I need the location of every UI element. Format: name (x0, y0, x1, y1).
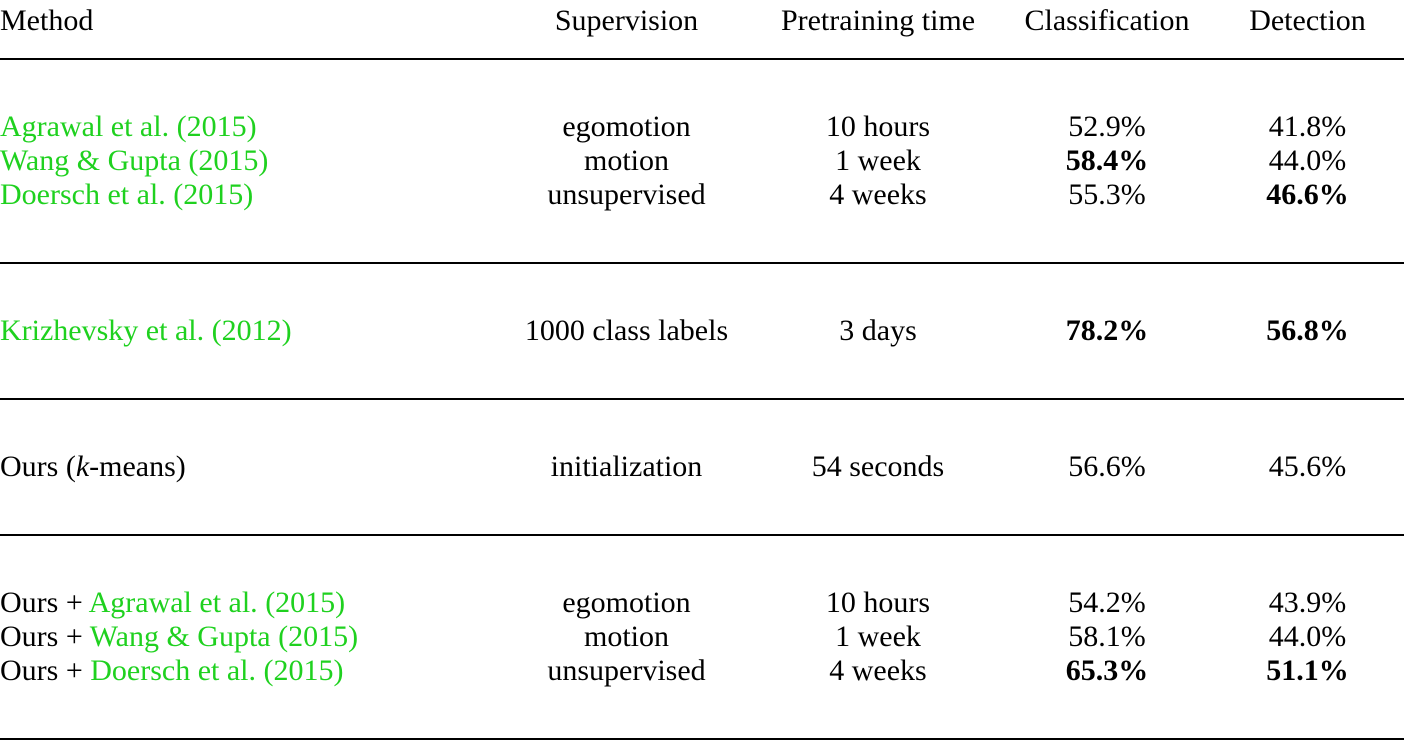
cell-supervision: 1000 class labels (524, 314, 729, 347)
table-row (0, 654, 1404, 688)
citation-year[interactable]: (2015) (176, 110, 257, 143)
horizontal-rule (0, 398, 1404, 400)
cell-method (0, 178, 500, 212)
spacer-row (0, 484, 1404, 518)
spacer-cell (0, 280, 1404, 314)
table-row (0, 586, 1404, 620)
cell-method (0, 110, 500, 144)
column-header-detection: Detection (1249, 4, 1366, 37)
rule-cell (0, 42, 1404, 76)
citation-year[interactable]: (2012) (211, 314, 292, 347)
horizontal-rule (0, 58, 1404, 61)
citation-name[interactable]: Doersch et al. (0, 178, 166, 211)
cell-method (0, 620, 500, 654)
spacer-row (0, 280, 1404, 314)
cell-pretraining-time: 10 hours (825, 110, 931, 143)
spacer-cell (0, 416, 1404, 450)
cell-supervision: egomotion (562, 110, 691, 143)
table-row (0, 110, 1404, 144)
citation-name[interactable]: Krizhevsky et al. (0, 314, 205, 347)
group-rule (0, 382, 1404, 416)
citation-name[interactable]: Agrawal et al. (0, 110, 170, 143)
cell-pretraining-time: 4 weeks (829, 654, 927, 687)
spacer-row (0, 212, 1404, 246)
cell-classification: 58.1% (1068, 620, 1146, 653)
cell-classification: 52.9% (1068, 110, 1146, 143)
citation-year[interactable]: (2015) (278, 620, 359, 653)
spacer-row (0, 348, 1404, 382)
cell-method (0, 314, 500, 348)
column-header-classification: Classification (1024, 4, 1190, 37)
cell-classification: 58.4% (1065, 144, 1149, 177)
cell-detection: 44.0% (1268, 144, 1347, 177)
cell-supervision: initialization (550, 450, 703, 483)
method-text-post: -means) (89, 450, 186, 483)
method-prefix: Ours + (0, 586, 89, 619)
cell-supervision: unsupervised (547, 654, 706, 687)
spacer-row (0, 76, 1404, 110)
group-rule (0, 246, 1404, 280)
rule-cell (0, 722, 1404, 756)
spacer-row (0, 688, 1404, 722)
cell-supervision: motion (583, 144, 669, 177)
cell-detection: 43.9% (1268, 586, 1347, 619)
table-body (0, 42, 1404, 756)
cell-detection: 41.8% (1268, 110, 1347, 143)
cell-classification: 65.3% (1065, 654, 1149, 687)
spacer-row (0, 552, 1404, 586)
cell-supervision: unsupervised (547, 178, 706, 211)
citation-year[interactable]: (2015) (188, 144, 269, 177)
cell-pretraining-time: 4 weeks (829, 178, 927, 211)
cell-detection: 46.6% (1266, 178, 1349, 211)
spacer-cell (0, 484, 1404, 518)
method-text-italic: k (75, 450, 90, 483)
cell-method (0, 450, 500, 484)
cell-supervision: motion (583, 620, 669, 653)
citation-year[interactable]: (2015) (265, 586, 346, 619)
cell-classification: 55.3% (1068, 178, 1146, 211)
table-header (0, 0, 1404, 42)
spacer-cell (0, 688, 1404, 722)
table-row (0, 144, 1404, 178)
cell-detection: 44.0% (1268, 620, 1347, 653)
rule-cell (0, 246, 1404, 280)
spacer-cell (0, 348, 1404, 382)
header-rule (0, 42, 1404, 76)
cell-method (0, 654, 500, 688)
header-row (0, 0, 1404, 42)
column-header-pretraining-time: Pretraining time (780, 4, 976, 37)
cell-detection: 45.6% (1268, 450, 1347, 483)
table-row (0, 620, 1404, 654)
spacer-cell (0, 76, 1404, 110)
citation-name[interactable]: Agrawal et al. (88, 586, 258, 619)
horizontal-rule (0, 262, 1404, 264)
citation-year[interactable]: (2015) (263, 654, 344, 687)
horizontal-rule (0, 738, 1404, 741)
cell-classification: 78.2% (1065, 314, 1149, 347)
citation-name[interactable]: Doersch et al. (90, 654, 257, 687)
table-row (0, 450, 1404, 484)
cell-classification: 54.2% (1068, 586, 1146, 619)
citation-name[interactable]: Wang & Gupta (89, 620, 271, 653)
cell-method (0, 144, 500, 178)
rule-cell (0, 518, 1404, 552)
citation-name[interactable]: Wang & Gupta (0, 144, 181, 177)
column-header-method: Method (0, 4, 94, 37)
cell-classification: 56.6% (1068, 450, 1146, 483)
rule-cell (0, 382, 1404, 416)
bottom-rule (0, 722, 1404, 756)
column-header-supervision: Supervision (554, 4, 699, 37)
horizontal-rule (0, 534, 1404, 536)
cell-supervision: egomotion (562, 586, 691, 619)
cell-pretraining-time: 10 hours (825, 586, 931, 619)
citation-year[interactable]: (2015) (173, 178, 254, 211)
spacer-cell (0, 212, 1404, 246)
cell-detection: 56.8% (1266, 314, 1349, 347)
table-row (0, 314, 1404, 348)
table-row (0, 178, 1404, 212)
cell-detection: 51.1% (1266, 654, 1349, 687)
spacer-cell (0, 552, 1404, 586)
cell-pretraining-time: 1 week (835, 620, 921, 653)
group-rule (0, 518, 1404, 552)
spacer-row (0, 416, 1404, 450)
method-prefix: Ours + (0, 654, 91, 687)
cell-method (0, 586, 500, 620)
method-text-pre: Ours ( (0, 450, 76, 483)
cell-pretraining-time: 1 week (835, 144, 921, 177)
cell-pretraining-time: 3 days (839, 314, 917, 347)
cell-pretraining-time: 54 seconds (811, 450, 945, 483)
method-prefix: Ours + (0, 620, 90, 653)
